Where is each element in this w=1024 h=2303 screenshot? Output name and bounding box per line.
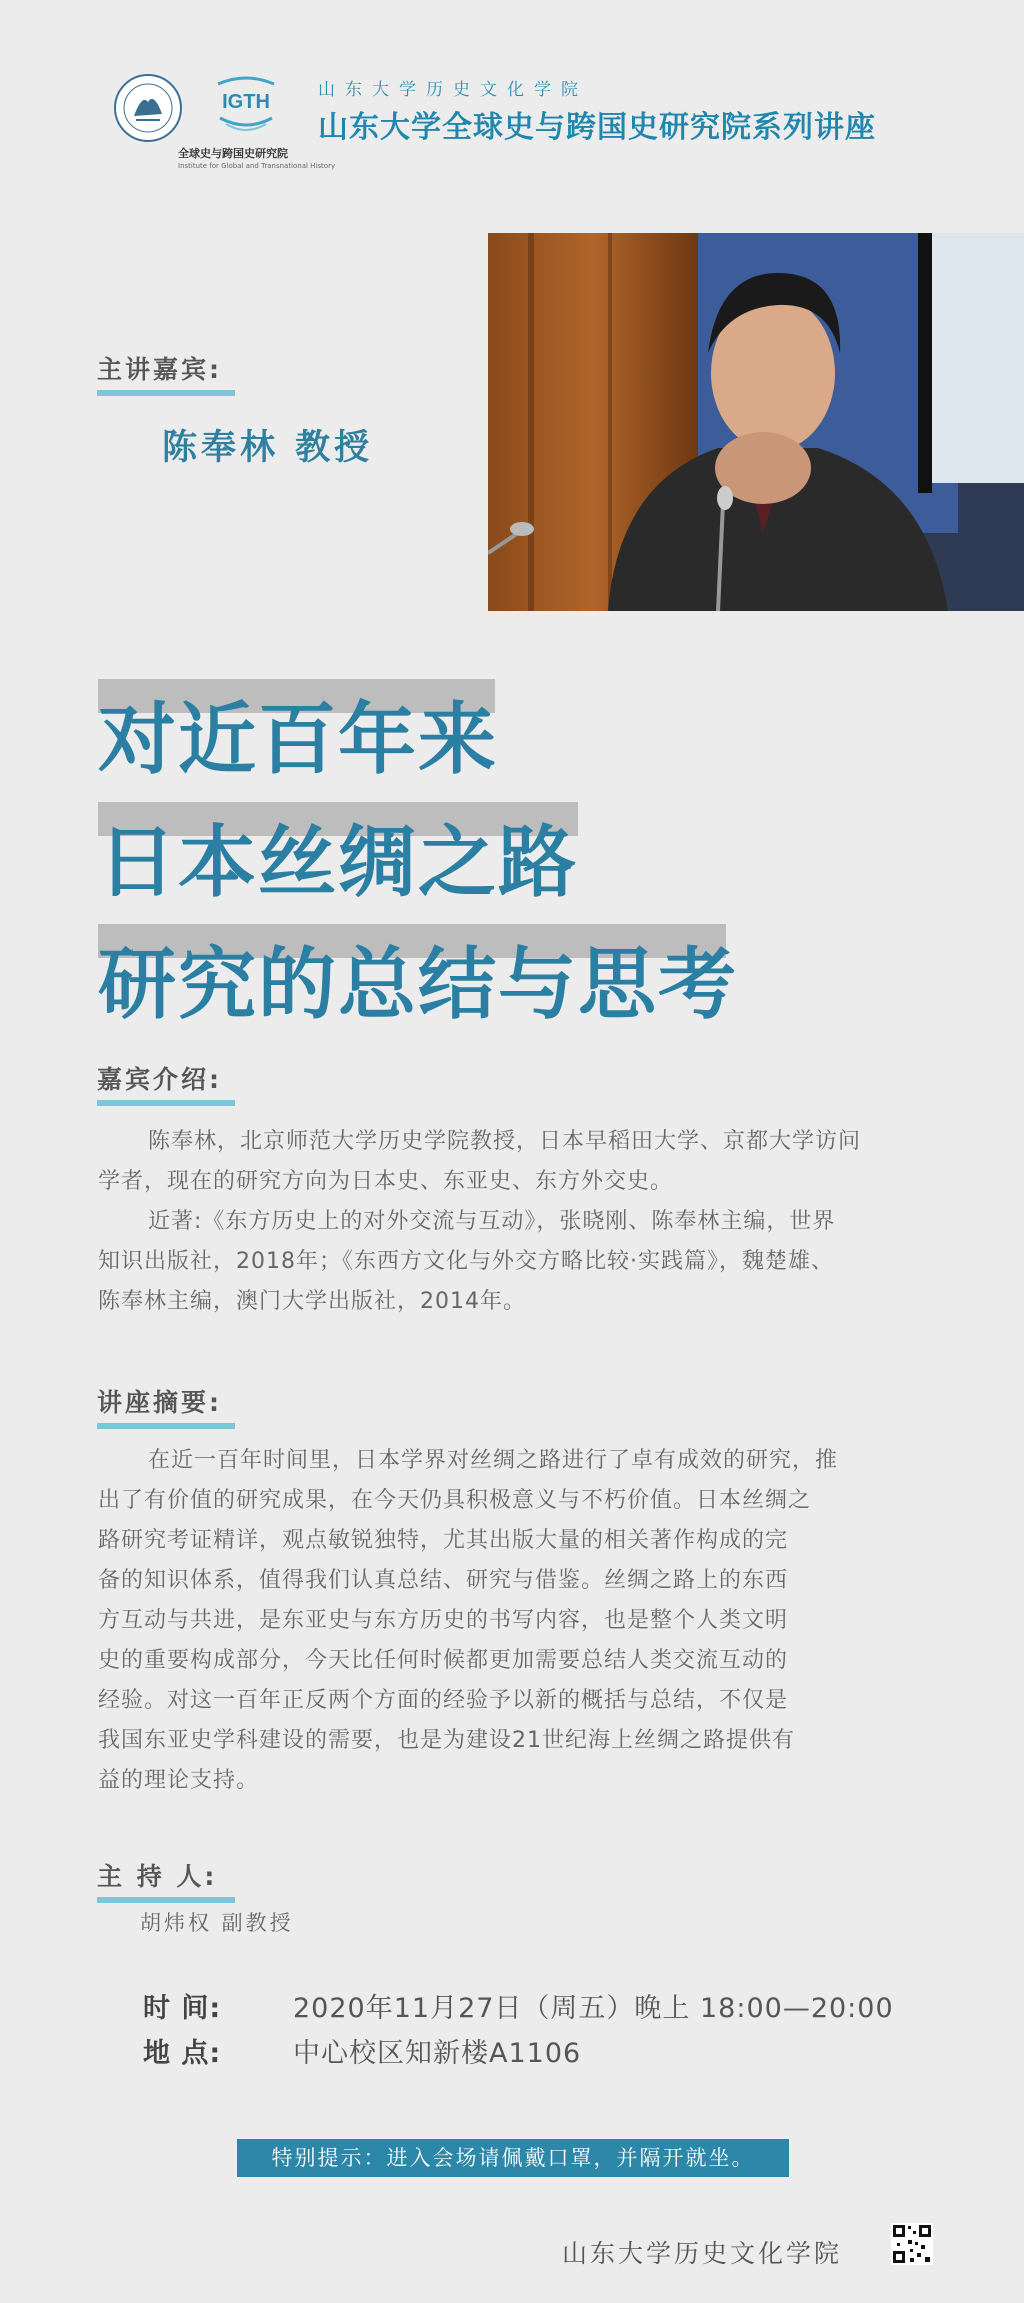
speaker-section xyxy=(97,350,235,396)
footer-institution: 山东大学历史文化学院 xyxy=(562,2239,843,2268)
header-title: 山东大学全球史与跨国史研究院系列讲座 xyxy=(318,110,876,145)
bio-section xyxy=(97,1060,235,1106)
lecture-title-line2: 日本丝绸之路 xyxy=(98,818,579,908)
abstract-line: 经验。对这一百年正反两个方面的经验予以新的概括与总结，不仅是 xyxy=(98,1688,789,1713)
host-name: 胡炜权 副教授 xyxy=(140,1911,294,1935)
bio-line: 陈奉林，北京师范大学历史学院教授，日本早稻田大学、京都大学访问 xyxy=(148,1129,862,1154)
abstract-line: 我国东亚史学科建设的需要，也是为建设21世纪海上丝绸之路提供有 xyxy=(98,1728,795,1753)
host-label: 主 持 人: xyxy=(97,1862,218,1891)
lecture-title-line1-wrap xyxy=(98,677,498,789)
host-section xyxy=(97,1857,235,1903)
abstract-line: 出了有价值的研究成果，在今天仍具积极意义与不朽价值。日本丝绸之 xyxy=(98,1488,812,1513)
bio-line: 学者，现在的研究方向为日本史、东亚史、东方外交史。 xyxy=(98,1169,674,1194)
abstract-line: 史的重要构成部分，今天比任何时候都更加需要总结人类交流互动的 xyxy=(98,1648,789,1673)
bio-label: 嘉宾介绍: xyxy=(97,1065,222,1094)
bio-line: 近著:《东方历史上的对外交流与互动》，张晓刚、陈奉林主编，世界 xyxy=(148,1209,836,1234)
place-value: 中心校区知新楼A1106 xyxy=(293,2038,582,2069)
abstract-section xyxy=(97,1383,235,1429)
logo-caption xyxy=(178,148,335,172)
speaker-name: 陈奉林 教授 xyxy=(162,428,374,468)
abstract-label: 讲座摘要: xyxy=(97,1388,222,1417)
abstract-text xyxy=(98,1441,938,1801)
header-subtitle: 山东大学历史文化学院 xyxy=(318,80,588,100)
abstract-line: 方互动与共进，是东亚史与东方历史的书写内容，也是整个人类文明 xyxy=(98,1608,789,1633)
speaker-label: 主讲嘉宾: xyxy=(97,355,222,384)
lecture-title-line3-wrap xyxy=(98,922,738,1034)
place-label: 地 点: xyxy=(143,2038,222,2069)
bio-text xyxy=(98,1122,938,1322)
bio-line: 陈奉林主编，澳门大学出版社，2014年。 xyxy=(98,1289,526,1314)
time-label: 时 间: xyxy=(143,1993,222,2024)
host-label-bar xyxy=(97,1897,235,1903)
logo-caption-cn: 全球史与跨国史研究院 xyxy=(178,147,288,160)
speaker-label-bar xyxy=(97,390,235,396)
abstract-line: 益的理论支持。 xyxy=(98,1768,260,1793)
abstract-label-bar xyxy=(97,1423,235,1429)
speaker-photo xyxy=(488,233,1024,611)
time-value: 2020年11月27日（周五）晚上 18:00—20:00 xyxy=(293,1993,894,2024)
lecture-title-line1: 对近百年来 xyxy=(98,695,499,785)
igth-logo xyxy=(212,70,280,140)
bio-line: 知识出版社，2018年；《东西方文化与外交方略比较·实践篇》，魏楚雄、 xyxy=(98,1249,834,1274)
lecture-title-line2-wrap xyxy=(98,800,578,912)
abstract-line: 路研究考证精详，观点敏锐独特，尤其出版大量的相关著作构成的完 xyxy=(98,1528,789,1553)
qr-code-icon[interactable] xyxy=(891,2223,933,2265)
special-notice-banner: 特别提示：进入会场请佩戴口罩，并隔开就坐。 xyxy=(237,2139,789,2177)
lecture-title-line3: 研究的总结与思考 xyxy=(98,940,739,1030)
logo-caption-en: Institute for Global and Transnational History xyxy=(178,162,336,170)
logo-mark-text: IGTH xyxy=(222,91,270,113)
university-seal-logo xyxy=(112,72,184,144)
time-row xyxy=(143,1986,894,2025)
abstract-line: 在近一百年时间里，日本学界对丝绸之路进行了卓有成效的研究，推 xyxy=(148,1448,839,1473)
bio-label-bar xyxy=(97,1100,235,1106)
abstract-line: 备的知识体系，值得我们认真总结、研究与借鉴。丝绸之路上的东西 xyxy=(98,1568,789,1593)
place-row xyxy=(143,2031,581,2070)
